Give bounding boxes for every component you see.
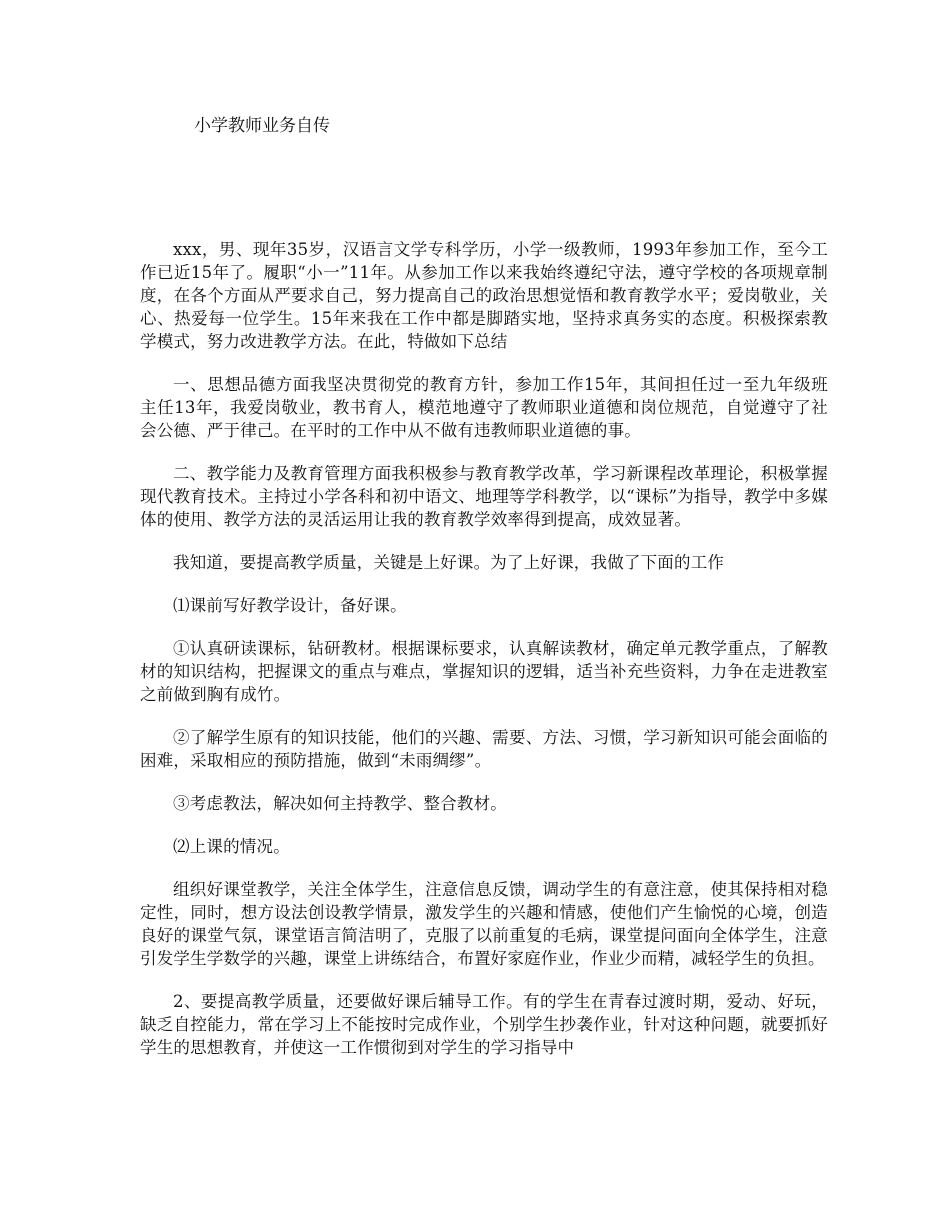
paragraph-lesson-prep: ⑴课前写好教学设计，备好课。 [173, 596, 407, 615]
paragraph-know-students: ②了解学生原有的知识技能，他们的兴趣、需要、方法、习惯，学习新知识可能会面临的困难，采取相应的预防措施，做到“未雨绸缪”。 [140, 728, 828, 770]
paragraph-quality-intro: 我知道，要提高教学质量，关键是上好课。为了上好课，我做了下面的工作 [173, 553, 725, 572]
paragraph-study-standards: ①认真研读课标，钻研教材。根据课标要求，认真解读教材，确定单元教学重点，了解教材的知识结构，把握课文的重点与难点，掌握知识的逻辑，适当补充些资料，力争在走进教室之前做到胸有成竹。 [140, 639, 828, 704]
document-title: 小学教师业务自传 [194, 116, 330, 136]
paragraph-teaching-methods: ③考虑教法，解决如何主持教学、整合教材。 [173, 794, 507, 813]
paragraph-teaching-ability: 二、教学能力及教育管理方面我积极参与教育教学改革，学习新课程改革理论，积极掌握现代教育技术。主持过小学各科和初中语文、地理等学科教学，以“课标”为指导，教学中多媒体的使用、教学方法的灵活运用让我的教育教学效率得到提高，成效显著。 [140, 464, 828, 529]
document-body [140, 238, 828, 1079]
paragraph-class-situation: ⑵上课的情况。 [173, 837, 290, 856]
paragraph-intro: xxx，男、现年35岁，汉语言文学专科学历，小学一级教师，1993年参加工作，至今工作已近15年了。履职“小一”11年。从参加工作以来我始终遵纪守法，遵守学校的各项规章制度，在各个方面从严要求自己，努力提高自己的政治思想觉悟和教育教学水平；爱岗敬业，关心、热爱每一位学生。15年来我在工作中都是脚踏实地，坚持求真务实的态度。积极探索教学模式，努力改进教学方法。在此，特做如下总结 [140, 240, 828, 351]
paragraph-classroom-organization: 组织好课堂教学，关注全体学生，注意信息反馈，调动学生的有意注意，使其保持相对稳定性，同时，想方设法创设教学情景，激发学生的兴趣和情感，使他们产生愉悦的心境，创造良好的课堂气氛，课堂语言简洁明了，克服了以前重复的毛病，课堂提问面向全体学生，注意引发学生学数学的兴趣，课堂上讲练结合，布置好家庭作业，作业少而精，减轻学生的负担。 [140, 880, 828, 968]
paragraph-after-class-tutoring: 2、要提高教学质量，还要做好课后辅导工作。有的学生在青春过渡时期，爱动、好玩，缺乏自控能力，常在学习上不能按时完成作业，个别学生抄袭作业，针对这种问题，就要抓好学生的思想教育，并使这一工作惯彻到对学生的学习指导中 [140, 992, 828, 1057]
paragraph-moral-character: 一、思想品德方面我坚决贯彻党的教育方针，参加工作15年，其间担任过一至九年级班主任13年，我爱岗敬业，教书育人，模范地遵守了教师职业道德和岗位规范，自觉遵守了社会公德、严于律己。在平时的工作中从不做有违教师职业道德的事。 [140, 375, 828, 440]
